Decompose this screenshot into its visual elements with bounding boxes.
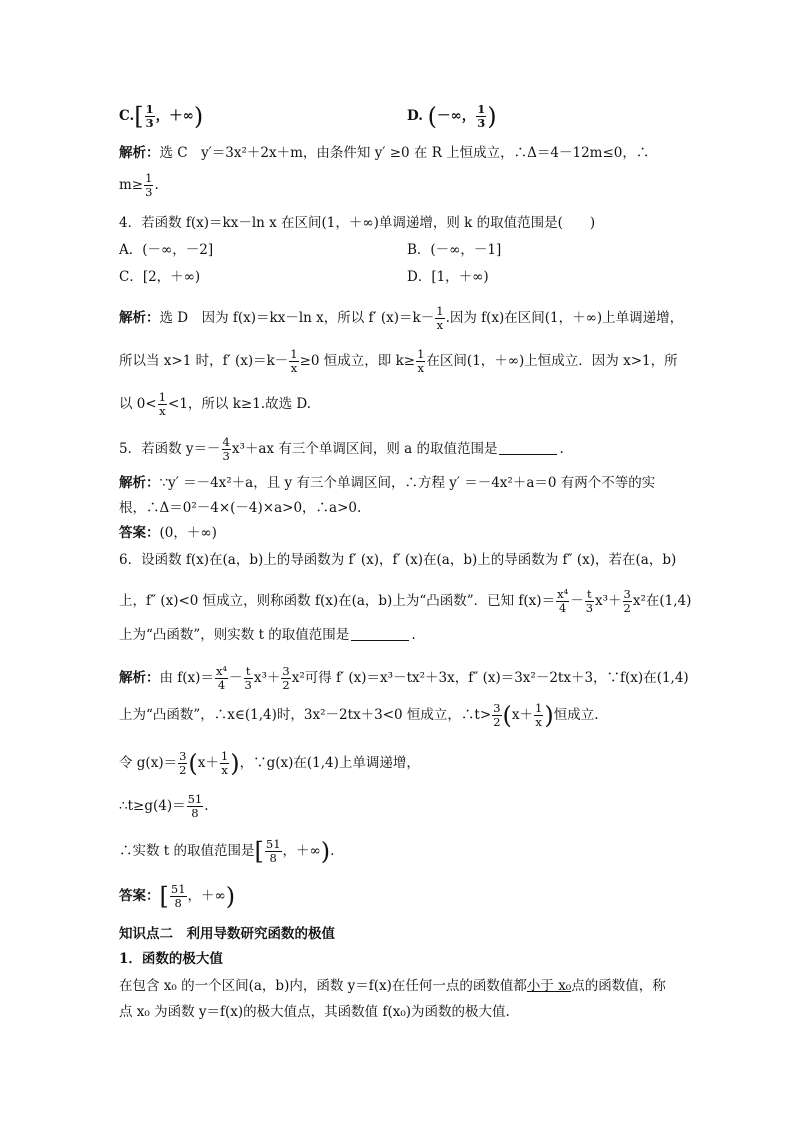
section-title: 知识点二 利用导数研究函数的极值 bbox=[119, 926, 335, 942]
q6-solution-line5: ∴实数 t 的取值范围是[ $\frac{51}{8}$ ，＋∞). bbox=[119, 837, 335, 866]
subsection-title: 1．函数的极大值 bbox=[119, 951, 223, 967]
q4-solution-line2: 所以当 x>1 时，f′ (x)＝k－ $\frac{1}{x}$ ≥0 恒成立，即 k≥ $\frac{1}{x}$ 在区间(1，＋∞)上恒成立．因为 x>1，所 bbox=[119, 347, 678, 375]
q6-stem-line1: 6．设函数 f(x)在(a，b)上的导函数为 f′ (x)，f′ (x)在(a，b)上的导函数为 f″ (x)，若在(a，b) bbox=[119, 552, 677, 568]
q3-option-d: D. (－∞， $\frac{1}{3}$ ) bbox=[407, 102, 497, 131]
q6-solution-line4: ∴t≥g(4)＝ $\frac{51}{8}$ . bbox=[119, 792, 209, 820]
q6-answer: 答案：[ $\frac{51}{8}$ ，＋∞) bbox=[119, 882, 236, 911]
q6-solution-line2: 上为“凸函数”，∴x∈(1,4)时，3x²－2tx＋3<0 恒成立，∴t> $\frac{3}{2}$ (x＋ $\frac{1}{x}$ )恒成立. bbox=[119, 701, 599, 730]
answer-blank bbox=[351, 640, 409, 641]
q4-option-a: A．(－∞，－2] bbox=[119, 242, 214, 258]
q6-solution-line3: 令 g(x)＝ $\frac{3}{2}$ (x＋ $\frac{1}{x}$ )，∵g(x)在(1,4)上单调递增， bbox=[119, 749, 420, 778]
q4-stem: 4．若函数 f(x)＝kx－ln x 在区间(1，＋∞)单调递增，则 k 的取值范围是( ) bbox=[119, 215, 596, 231]
q6-solution-line1: 解析：由 f(x)＝ $\frac{\text{x⁴}}{4}$ － $\frac{t}{3}$ x³＋ $\frac{3}{2}$ x²可得 f′ (x)＝x³－tx²＋3x，f″ (x)＝3x²－2tx＋3，∵f(x)在(1,4) bbox=[119, 664, 689, 692]
q5-solution-line1: 解析：∵y′ ＝－4x²＋a，且 y 有三个单调区间，∴方程 y′ ＝－4x²＋a＝0 有两个不等的实 bbox=[119, 475, 656, 491]
section-paragraph-line2: 点 x₀ 为函数 y＝f(x)的极大值点，其函数值 f(x₀)为函数的极大值. bbox=[119, 1004, 510, 1020]
q3-solution-line2: m≥ $\frac{1}{3}$ . bbox=[119, 171, 159, 199]
q4-option-b: B．(－∞，－1] bbox=[407, 242, 502, 258]
q4-option-d: D．[1，＋∞) bbox=[407, 269, 489, 285]
q4-solution-line1: 解析：选 D 因为 f(x)＝kx－ln x，所以 f′ (x)＝k－ $\frac{1}{x}$ .因为 f(x)在区间(1，＋∞)上单调递增， bbox=[119, 304, 684, 332]
q6-stem-line2: 上，f″ (x)<0 恒成立，则称函数 f(x)在(a，b)上为“凸函数”．已知 f(x)＝ $\frac{\text{x⁴}}{4}$ － $\frac{t}{3}$ x³＋ $\frac{3}{2}$ x²在(1,4) bbox=[119, 587, 692, 615]
answer-blank bbox=[499, 454, 557, 455]
q3-solution-line1: 解析：选 C y′＝3x²＋2x＋m，由条件知 y′ ≥0 在 R 上恒成立，∴Δ＝4－12m≤0，∴ bbox=[119, 145, 650, 161]
q5-stem: 5．若函数 y＝－ $\frac{4}{3}$ x³＋ax 有三个单调区间，则 a 的取值范围是 . bbox=[119, 435, 564, 463]
q5-solution-line2: 根，∴Δ＝0²－4×(－4)×a>0，∴a>0. bbox=[119, 500, 362, 516]
q5-answer: 答案：(0，＋∞) bbox=[119, 525, 217, 541]
q4-option-c: C．[2，＋∞) bbox=[119, 269, 201, 285]
q3-option-c: C.[ $\frac{1}{3}$ ，＋∞) bbox=[119, 102, 204, 131]
section-paragraph-line1: 在包含 x₀ 的一个区间(a，b)内，函数 y＝f(x)在任何一点的函数值都小于 x₀点的函数值，称 bbox=[119, 978, 666, 994]
q6-stem-line3: 上为“凸函数”，则实数 t 的取值范围是 . bbox=[119, 627, 416, 643]
q4-solution-line3: 以 0< $\frac{1}{x}$ <1，所以 k≥1.故选 D. bbox=[119, 390, 312, 418]
